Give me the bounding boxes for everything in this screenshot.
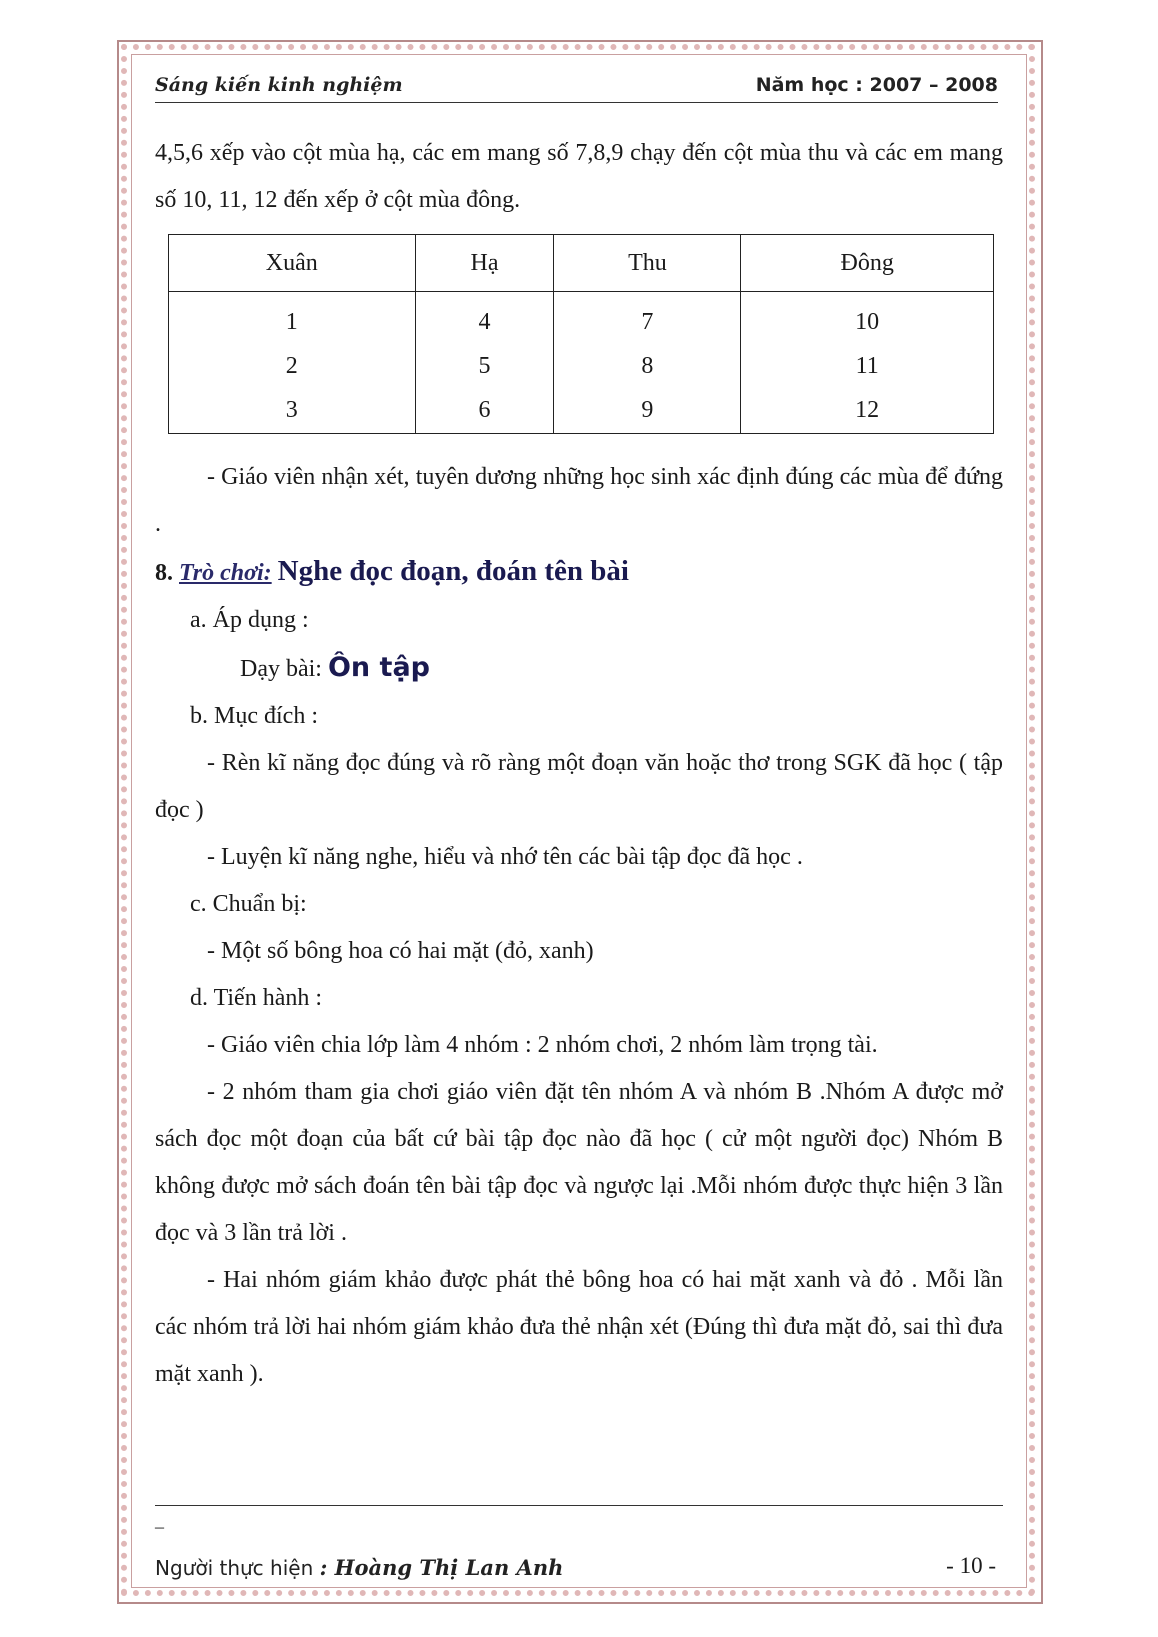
lesson-name: Ôn tập: [327, 652, 431, 683]
author-name: : Hoàng Thị Lan Anh: [319, 1555, 564, 1580]
section-d-item-3: - Hai nhóm giám khảo được phát thẻ bông hoa có hai mặt xanh và đỏ . Mỗi lần các nhóm trả lời hai nhóm giám khảo đưa thẻ nhận xét (Đúng thì đưa mặt đỏ, sai thì đưa mặt xanh ).: [155, 1267, 1003, 1387]
column-xuan: [169, 292, 416, 434]
cell-value: 1: [285, 309, 298, 335]
cell-value: 11: [855, 353, 879, 379]
section-d-item-2: - 2 nhóm tham gia chơi giáo viên đặt tên nhóm A và nhóm B .Nhóm A được mở sách đọc một đoạn của bất cứ bài tập đọc nào đã học ( cử một người đọc) Nhóm B không được mở sách đoán tên bài tập đọc và ngược lại .Mỗi nhóm được thực hiện 3 lần đọc và 3 lần trả lời .: [155, 1079, 1003, 1246]
cell-value: 2: [285, 353, 298, 379]
page-number: - 10 -: [946, 1553, 996, 1578]
cell-value: 4: [478, 309, 491, 335]
page-header: [155, 74, 998, 103]
cell-value: 6: [478, 397, 491, 423]
game-name: Nghe đọc đoạn, đoán tên bài: [277, 555, 629, 587]
game-heading: [155, 548, 1003, 597]
header-cell-dong: Đông: [741, 235, 994, 292]
section-b-item-2: - Luyện kĩ năng nghe, hiểu và nhớ tên các bài tập đọc đã học .: [207, 844, 803, 870]
footer-divider: [155, 1505, 1003, 1506]
cell-value: 8: [641, 353, 654, 379]
header-cell-thu: Thu: [554, 235, 741, 292]
cell-value: 12: [855, 397, 880, 423]
intro-paragraph: [155, 130, 1003, 224]
game-label: Trò chơi:: [179, 560, 272, 586]
seasons-table: [168, 234, 994, 434]
section-a-title: a. Áp dụng :: [190, 607, 309, 633]
table-row: [169, 292, 994, 434]
cell-value: 10: [855, 309, 880, 335]
cell-value: 9: [641, 397, 654, 423]
header-title: Sáng kiến kinh nghiệm: [155, 74, 403, 96]
cell-value: 5: [478, 353, 491, 379]
section-a-lesson: [155, 644, 1003, 693]
section-d-item-1: - Giáo viên chia lớp làm 4 nhóm : 2 nhóm chơi, 2 nhóm làm trọng tài.: [207, 1032, 878, 1058]
table-header-row: [169, 235, 994, 292]
main-body: [155, 454, 1003, 1398]
header-cell-ha: Hạ: [415, 235, 554, 292]
section-c-item-1: - Một số bông hoa có hai mặt (đỏ, xanh): [207, 938, 594, 964]
footer-author: [155, 1555, 563, 1580]
column-dong: [741, 292, 994, 434]
game-number: 8.: [155, 560, 173, 586]
footer-dash: _: [155, 1510, 164, 1530]
section-b-item-1: - Rèn kĩ năng đọc đúng và rõ ràng một đoạn văn hoặc thơ trong SGK đã học ( tập đọc ): [155, 750, 1003, 823]
author-label: Người thực hiện: [155, 1556, 314, 1580]
header-cell-xuan: Xuân: [169, 235, 416, 292]
remark-paragraph: - Giáo viên nhận xét, tuyên dương những học sinh xác định đúng các mùa để đứng .: [155, 464, 1003, 537]
section-b-title: b. Mục đích :: [190, 703, 318, 729]
intro-text: 4,5,6 xếp vào cột mùa hạ, các em mang số 7,8,9 chạy đến cột mùa thu và các em mang số 10, 11, 12 đến xếp ở cột mùa đông.: [155, 140, 1003, 213]
cell-value: 3: [285, 397, 298, 423]
lesson-prefix: Dạy bài:: [240, 656, 322, 682]
header-school-year: Năm học : 2007 – 2008: [755, 74, 998, 96]
column-ha: [415, 292, 554, 434]
section-c-title: c. Chuẩn bị:: [190, 891, 307, 917]
column-thu: [554, 292, 741, 434]
section-d-title: d. Tiến hành :: [190, 985, 323, 1011]
cell-value: 7: [641, 309, 654, 335]
